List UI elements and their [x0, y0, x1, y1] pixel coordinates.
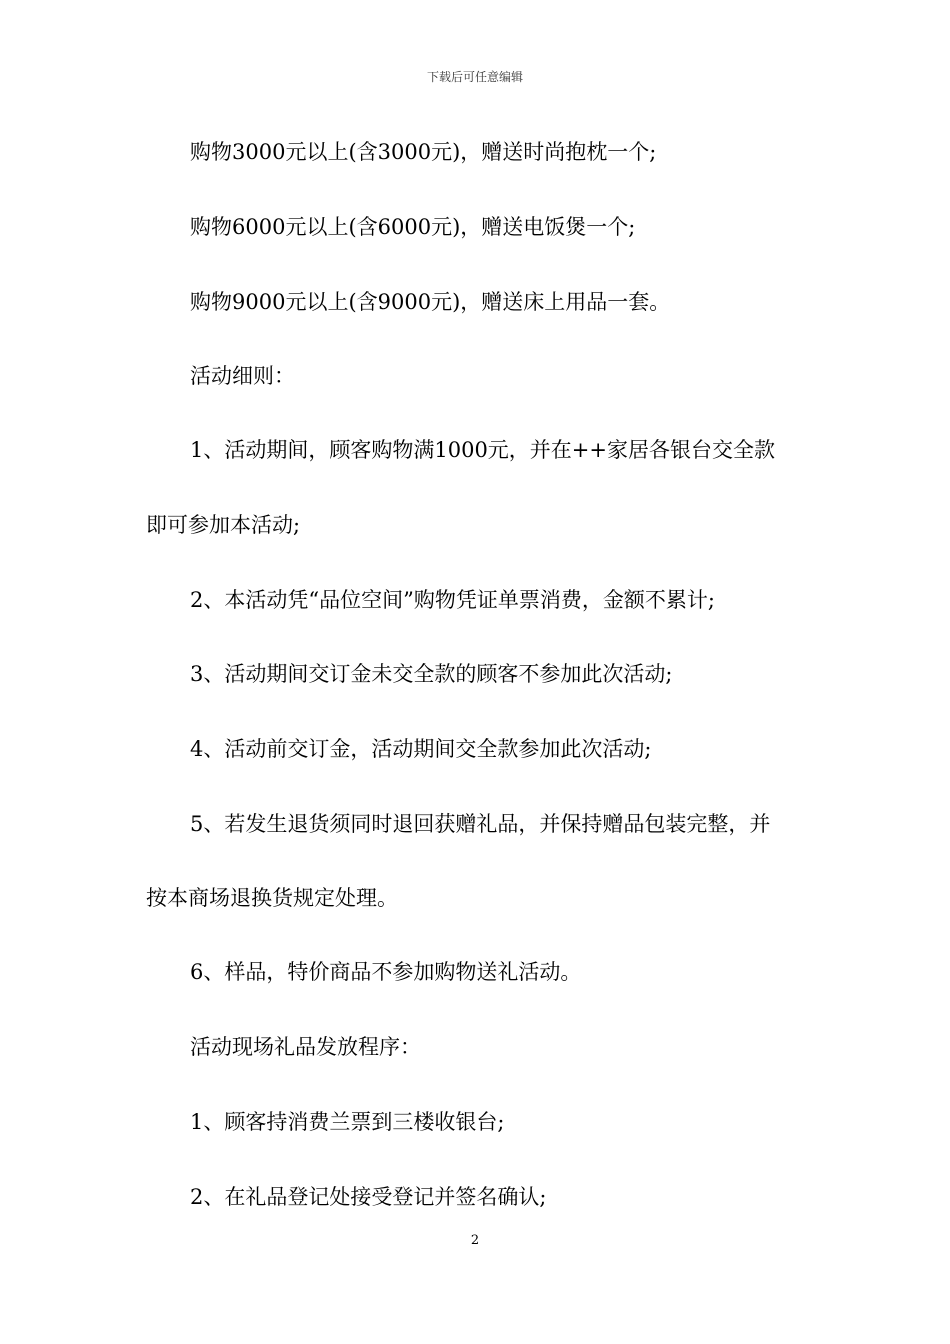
- rule-4: 4、活动前交订金，活动期间交全款参加此次活动;: [190, 737, 652, 761]
- procedure-step-2: 2、在礼品登记处接受登记并签名确认;: [190, 1185, 547, 1209]
- page-number: 2: [470, 1233, 480, 1248]
- rule-1-line-1: 1、活动期间，顾客购物满1000元，并在++家居各银台交全款: [190, 438, 775, 462]
- gift-tier-9000: 购物9000元以上(含9000元)，赠送床上用品一套。: [190, 290, 671, 314]
- rule-5-line-1: 5、若发生退货须同时退回获赠礼品，并保持赠品包装完整，并: [190, 812, 771, 836]
- section-heading-procedure: 活动现场礼品发放程序：: [190, 1035, 421, 1059]
- procedure-step-1: 1、顾客持消费兰票到三楼收银台;: [190, 1110, 505, 1134]
- page-header: 下载后可任意编辑: [426, 70, 523, 84]
- gift-tier-6000: 购物6000元以上(含6000元)，赠送电饭煲一个;: [190, 215, 636, 239]
- gift-tier-3000: 购物3000元以上(含3000元)，赠送时尚抱枕一个;: [190, 140, 657, 164]
- rule-2: 2、本活动凭“品位空间”购物凭证单票消费，金额不累计;: [190, 588, 715, 612]
- rule-3: 3、活动期间交订金未交全款的顾客不参加此次活动;: [190, 662, 673, 686]
- rule-1-line-2: 即可参加本活动;: [146, 513, 301, 537]
- rule-6: 6、样品，特价商品不参加购物送礼活动。: [190, 960, 582, 984]
- rule-5-line-2: 按本商场退换货规定处理。: [146, 886, 398, 910]
- section-heading-rules: 活动细则：: [190, 364, 295, 388]
